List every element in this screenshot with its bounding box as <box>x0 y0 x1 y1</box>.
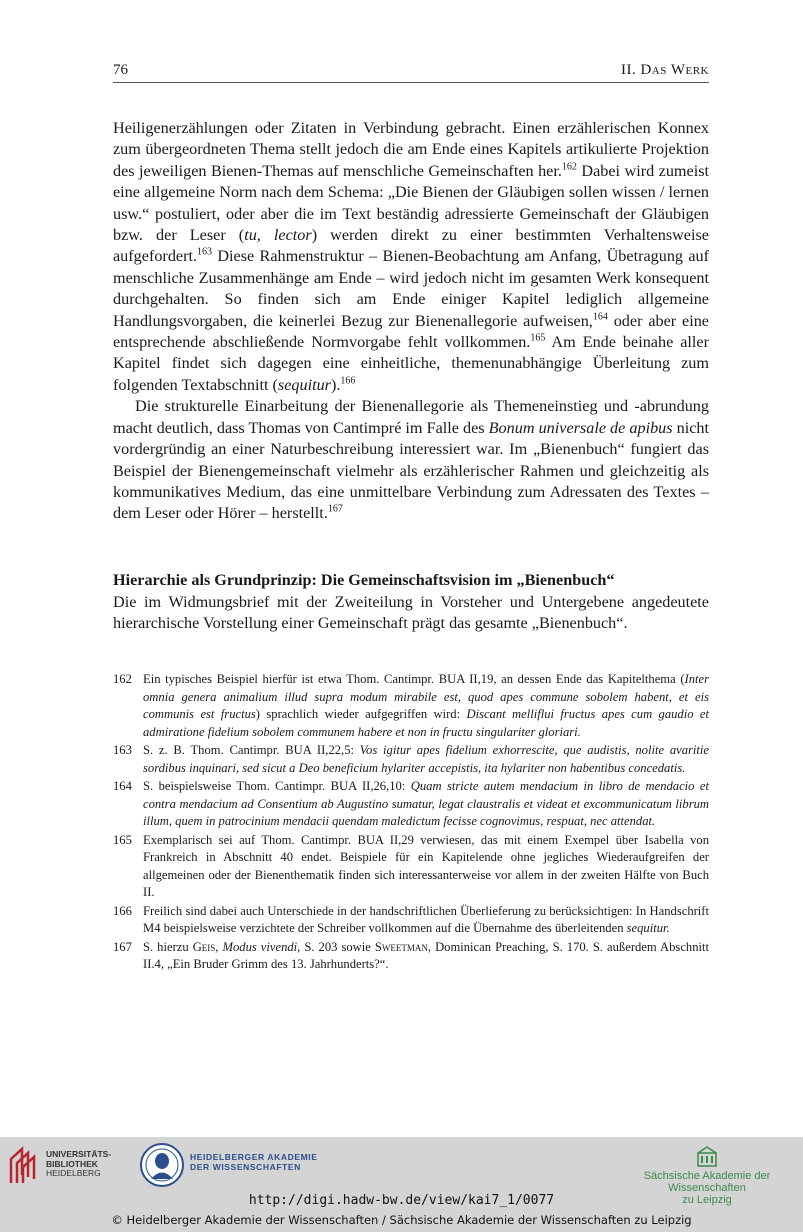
footnote-162: 162 Ein typisches Beispiel hierfür ist etwa Thom. Cantimpr. BUA II,19, an dessen Ende das Kapitelthema (Inter omnia genera animalium illud supra modum mirabile est, quod apes commune sobolem habent, et eis communis est fructus) sprachlich wieder aufgegriffen wird: Discant melliflui fructus apes cum gaudio et admiratione fidelium sobolem communem habere et non in fructu singulariter gloriari. <box>113 672 709 739</box>
footer-band <box>0 1137 803 1232</box>
copyright-notice: © Heidelberger Akademie der Wissenschaften / Sächsische Akademie der Wissenschaften zu Leipzig <box>111 1213 692 1227</box>
permalink-url[interactable]: http://digi.hadw-bw.de/view/kai7_1/0077 <box>248 1193 555 1208</box>
footnote-165: 165 Exemplarisch sei auf Thom. Cantimpr. BUA II,29 verwiesen, das mit einem Exempel über Isabella von Frankreich in Abschnitt 40 endet. Beispiele für ein Kapitelende ohne jegliches Wiederaufgreifen der allgemeinen oder der Bienenthematik finden sich interessanterweise vor allem in der zweiten Hälfte von Buch II. <box>113 832 709 899</box>
university-library-logo-icon[interactable] <box>8 1145 42 1185</box>
heidelberg-academy-seal-icon[interactable] <box>139 1142 185 1188</box>
page-number: 76 <box>113 62 128 78</box>
footnotes <box>113 671 709 975</box>
body-text <box>113 118 709 525</box>
footnote-ref: 164 <box>592 311 608 323</box>
footnote-ref: 165 <box>530 332 546 344</box>
section-paragraph: Die im Widmungsbrief mit der Zweiteilung in Vorsteher und Untergebene angedeutete hierarchische Vorstellung einer Gemeinschaft prägt das gesamte „Bienenbuch“. <box>113 593 709 633</box>
paragraph-1: Heiligenerzählungen oder Zitaten in Verbindung gebracht. Einen erzählerischen Konnex zum übergeordneten Thema stellt jedoch die am Ende eines Kapitels artikulierte Projektion des jeweiligen Bienen-Themas auf menschliche Gemeinschaften her.$^{162}$ Dabei wird zumeist eine allgemeine Norm nach dem Schema: „Die Bienen der Gläubigen sollen wissen / lernen usw.“ postuliert, oder aber die im Text beständig adressierte Gemeinschaft der Gläubigen bzw. der Leser (tu, lector) werden direkt zu einer bestimmten Verhaltensweise aufgefordert.$^{163}$ Diese Rahmenstruktur – Bienen-Beobachtung am Anfang, Übetragung auf menschliche Zusammenhänge am Ende – wird jedoch nicht im gesamten Werk konsequent durchgehalten. So finden sich am Ende einiger Kapitel lediglich allgemeine Handlungsvorgaben, die keinerlei Bezug zur Bienenallegorie aufweisen,$^{164}$ oder aber eine entsprechende abschließende Normvorgabe fehlt vollkommen.$^{165}$ Am Ende beinahe aller Kapitel findet sich dagegen eine einheitliche, themenunabhängige Überleitung zum folgenden Textabschnitt (sequitur).$^{166}$ <box>113 119 709 394</box>
paragraph-2: Die strukturelle Einarbeitung der Bienenallegorie als Themeneinstieg und -abrundung macht deutlich, dass Thomas von Cantimpré im Falle des Bonum universale de apibus nicht vordergründig an einer Naturbeschreibung interessiert war. Im „Bienenbuch“ fungiert das Beispiel der Bienengemeinschaft vielmehr als erzählerischer Rahmen und gleichzeitig als kommunikatives Medium, das eine unmittelbare Verbindung zum Adressaten des Textes – dem Leser oder Hörer – herstellt.$^{167}$ <box>113 397 710 523</box>
footnote-163: 163 S. z. B. Thom. Cantimpr. BUA II,22,5: Vos igitur apes fidelium exhorrescite, que audistis, nolite avaritie sordibus inquinari, sed sicut a Deo beneficium hylariter accepistis, ita hylariter non habentibus concedatis. <box>113 743 709 775</box>
footnote-ref: 166 <box>340 375 356 387</box>
footnote-164: 164 S. beispielsweise Thom. Cantimpr. BUA II,26,10: Quam stricte autem mendacium in libro de mendacio et contra mendacium ad Consentium ab Augustino sumatur, legat claustralis et videat et excommunicatum librum illum, quem in patrocinium mendacii quendam maledictum fecisse cognovimus, respuat, nec attendat. <box>113 779 709 828</box>
page-header <box>113 60 709 83</box>
university-library-name[interactable]: UNIVERSITÄTS- BIBLIOTHEK HEIDELBERG <box>46 1149 112 1178</box>
saxon-academy-logo-icon[interactable] <box>697 1145 717 1167</box>
footnote-ref: 163 <box>197 247 213 259</box>
heidelberg-academy-name[interactable]: HEIDELBERGER AKADEMIE DER WISSENSCHAFTEN <box>190 1152 318 1172</box>
footnote-ref: 162 <box>561 161 577 173</box>
footnote-ref: 167 <box>327 503 343 515</box>
running-head: II. Das Werk <box>620 62 709 78</box>
footnote-167: 167 S. hierzu Geis, Modus vivendi, S. 203 sowie Sweetman, Dominican Preaching, S. 170. S. außerdem Abschnitt II.4, „Ein Bruder Grimm des 13. Jahrhunderts?“. <box>113 939 710 971</box>
saxon-academy-name[interactable]: Sächsische Akademie der Wissenschaften zu Leipzig <box>643 1170 771 1206</box>
section-heading: Hierarchie als Grundprinzip: Die Gemeinschaftsvision im „Bienenbuch“ <box>113 571 615 589</box>
footnote-166: 166 Freilich sind dabei auch Unterschiede in der handschriftlichen Überlieferung zu berücksichtigen: In Handschrift M4 beispielsweise verzichtete der Schreiber vollkommen auf die Übernahme des überleitenden sequitur. <box>113 903 709 935</box>
